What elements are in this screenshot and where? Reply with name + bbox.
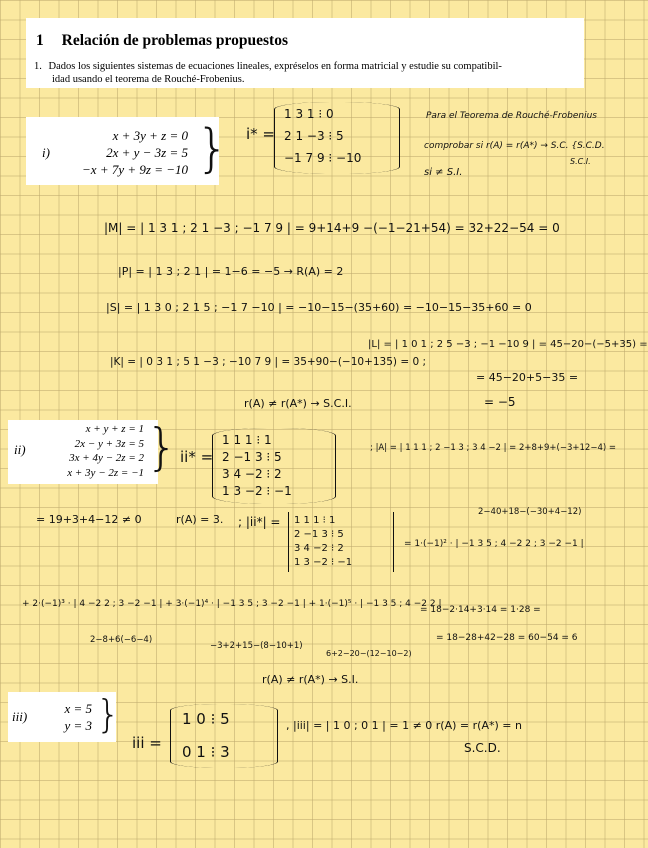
- equation: 3x + 4y − 2z = 2: [69, 452, 144, 464]
- equation: x + y + z = 1: [85, 423, 144, 435]
- hw-det-S: |S| = | 1 3 0 ; 2 1 5 ; −1 7 −10 | = −10−15−(35+60) = −10−15−35+60 = 0: [106, 301, 532, 314]
- equation: −x + 7y + 9z = −10: [82, 162, 188, 177]
- right-brace: }: [146, 418, 178, 476]
- hw-rA3: r(A) = 3.: [176, 513, 224, 526]
- hw-ii-det-rows: [294, 516, 352, 568]
- matrix-row: 1 1 1 ⁝ 1: [222, 433, 272, 447]
- hw-det-M: |M| = | 1 3 1 ; 2 1 −3 ; −1 7 9 | = 9+14+9 −(−1−21+54) = 32+22−54 = 0: [104, 221, 560, 235]
- matrix-row: 1 0 ⁝ 5: [182, 710, 230, 728]
- hw-sub2: −3+2+15−(8−10+1): [210, 641, 303, 651]
- hw-s3-label: iii =: [132, 734, 162, 752]
- matrix-row: 0 1 ⁝ 3: [182, 743, 230, 761]
- hw-s1-conclusion: r(A) ≠ r(A*) → S.C.I.: [244, 397, 352, 410]
- system-i-equations: [76, 127, 188, 178]
- matrix-row: 2 −1 3 ⁝ 5: [222, 450, 282, 464]
- matrix-row: 2 −1 3 ⁝ 5: [294, 529, 344, 540]
- hw-det-K: |K| = | 0 3 1 ; 5 1 −3 ; −10 7 9 | = 35+90−(−10+135) = 0 ;: [110, 356, 427, 368]
- hw-expand1: = 1·(−1)² · | −1 3 5 ; 4 −2 2 ; 3 −2 −1 |: [404, 539, 584, 549]
- hw-note-si: si ≠ S.I.: [424, 167, 463, 178]
- hw-s2-label: ii* =: [180, 448, 214, 466]
- hw-det-A2: ; |A| = | 1 1 1 ; 2 −1 3 ; 3 4 −2 | = 2+8+9+(−3+12−4) =: [370, 443, 616, 453]
- item-number: 1.: [34, 61, 42, 72]
- equation: x + 3y + z = 0: [112, 128, 188, 143]
- matrix-row: −1 7 9 ⁝ −10: [284, 151, 362, 165]
- matrix-row: 3 4 −2 ⁝ 2: [294, 543, 344, 554]
- hw-s1-matrix: [284, 108, 361, 164]
- section-title: Relación de problemas propuestos: [61, 32, 288, 49]
- matrix-row: 1 3 −2 ⁝ −1: [294, 557, 353, 568]
- equation: 2x + y − 3z = 5: [106, 145, 188, 160]
- hw-det-iii: , |iii| = | 1 0 ; 0 1 | = 1 ≠ 0 r(A) = r(A*) = n: [286, 719, 522, 732]
- hw-s1-label: i* =: [246, 125, 276, 143]
- system-ii-label: ii): [14, 442, 26, 457]
- system-iii-label: iii): [12, 709, 28, 724]
- system-i-label: i): [42, 145, 50, 160]
- right-brace: }: [96, 692, 121, 736]
- hw-s3-conclusion: S.C.D.: [464, 741, 501, 755]
- equation: x = 5: [64, 701, 92, 716]
- header-box: [26, 18, 584, 88]
- hw-note-sci: S.C.I.: [570, 157, 591, 166]
- system-ii-equations: [42, 422, 144, 480]
- system-iii-box: [8, 692, 121, 742]
- system-i-box: [26, 117, 230, 185]
- matrix-row: 2 1 −3 ⁝ 5: [284, 129, 344, 143]
- hw-det-ii: ; |ii*| =: [238, 515, 281, 529]
- statement-line2: idad usando el teorema de Rouché-Frobenius.: [52, 74, 245, 85]
- equation: 2x − y + 3z = 5: [74, 437, 144, 450]
- equation: y = 3: [64, 718, 92, 733]
- hw-sub1: 2−8+6(−6−4): [90, 635, 153, 645]
- hw-det-L2: = 45−20+5−35 =: [476, 371, 579, 384]
- system-ii-box: [8, 418, 178, 484]
- hw-expand2: + 2·(−1)³ · | 4 −2 2 ; 3 −2 −1 | + 3·(−1)⁴ · | −1 3 5 ; 3 −2 −1 | + 1·(−1)⁵ · | −1 3 5 ; 4 −2 2 |: [22, 599, 442, 609]
- hw-det-P: |P| = | 1 3 ; 2 1 | = 1−6 = −5 → R(A) = 2: [118, 265, 344, 278]
- hw-note-compare: comprobar si r(A) = r(A*) → S.C. {S.C.D.: [424, 141, 605, 151]
- system-iii-equations: [48, 700, 92, 734]
- hw-det-L3: = −5: [484, 395, 516, 409]
- hw-det-A2b: = 19+3+4−12 ≠ 0: [36, 513, 142, 526]
- problem-statement: [34, 60, 582, 86]
- hw-res1: = 18−2·14+3·14 = 1·28 =: [420, 605, 541, 615]
- section-number: 1: [36, 32, 44, 49]
- matrix-row: 3 4 −2 ⁝ 2: [222, 467, 282, 481]
- section-heading: [36, 32, 288, 50]
- hw-sub3: 6+2−20−(12−10−2): [326, 649, 412, 658]
- matrix-row: 1 3 1 ⁝ 0: [284, 107, 334, 121]
- statement-line1: Dados los siguientes sistemas de ecuaciones lineales, expréselos en forma matricial y estudie su compatibil-: [48, 61, 502, 72]
- hw-note-rouche: Para el Teorema de Rouché-Frobenius: [426, 111, 597, 121]
- hw-s2-matrix: [222, 434, 292, 497]
- hw-res2: = 18−28+42−28 = 60−54 = 6: [436, 633, 578, 643]
- matrix-row: 1 3 −2 ⁝ −1: [222, 484, 292, 498]
- hw-s3-matrix: [182, 712, 230, 760]
- equation: x + 3y − 2z = −1: [67, 466, 144, 479]
- right-brace: }: [196, 119, 230, 179]
- hw-det-L: |L| = | 1 0 1 ; 2 5 −3 ; −1 −10 9 | = 45−20−(−5+35) =: [368, 339, 648, 350]
- hw-s2-conclusion: r(A) ≠ r(A*) → S.I.: [262, 673, 359, 686]
- matrix-row: 1 1 1 ⁝ 1: [294, 515, 336, 526]
- hw-top-calc: 2−40+18−(−30+4−12): [478, 507, 582, 517]
